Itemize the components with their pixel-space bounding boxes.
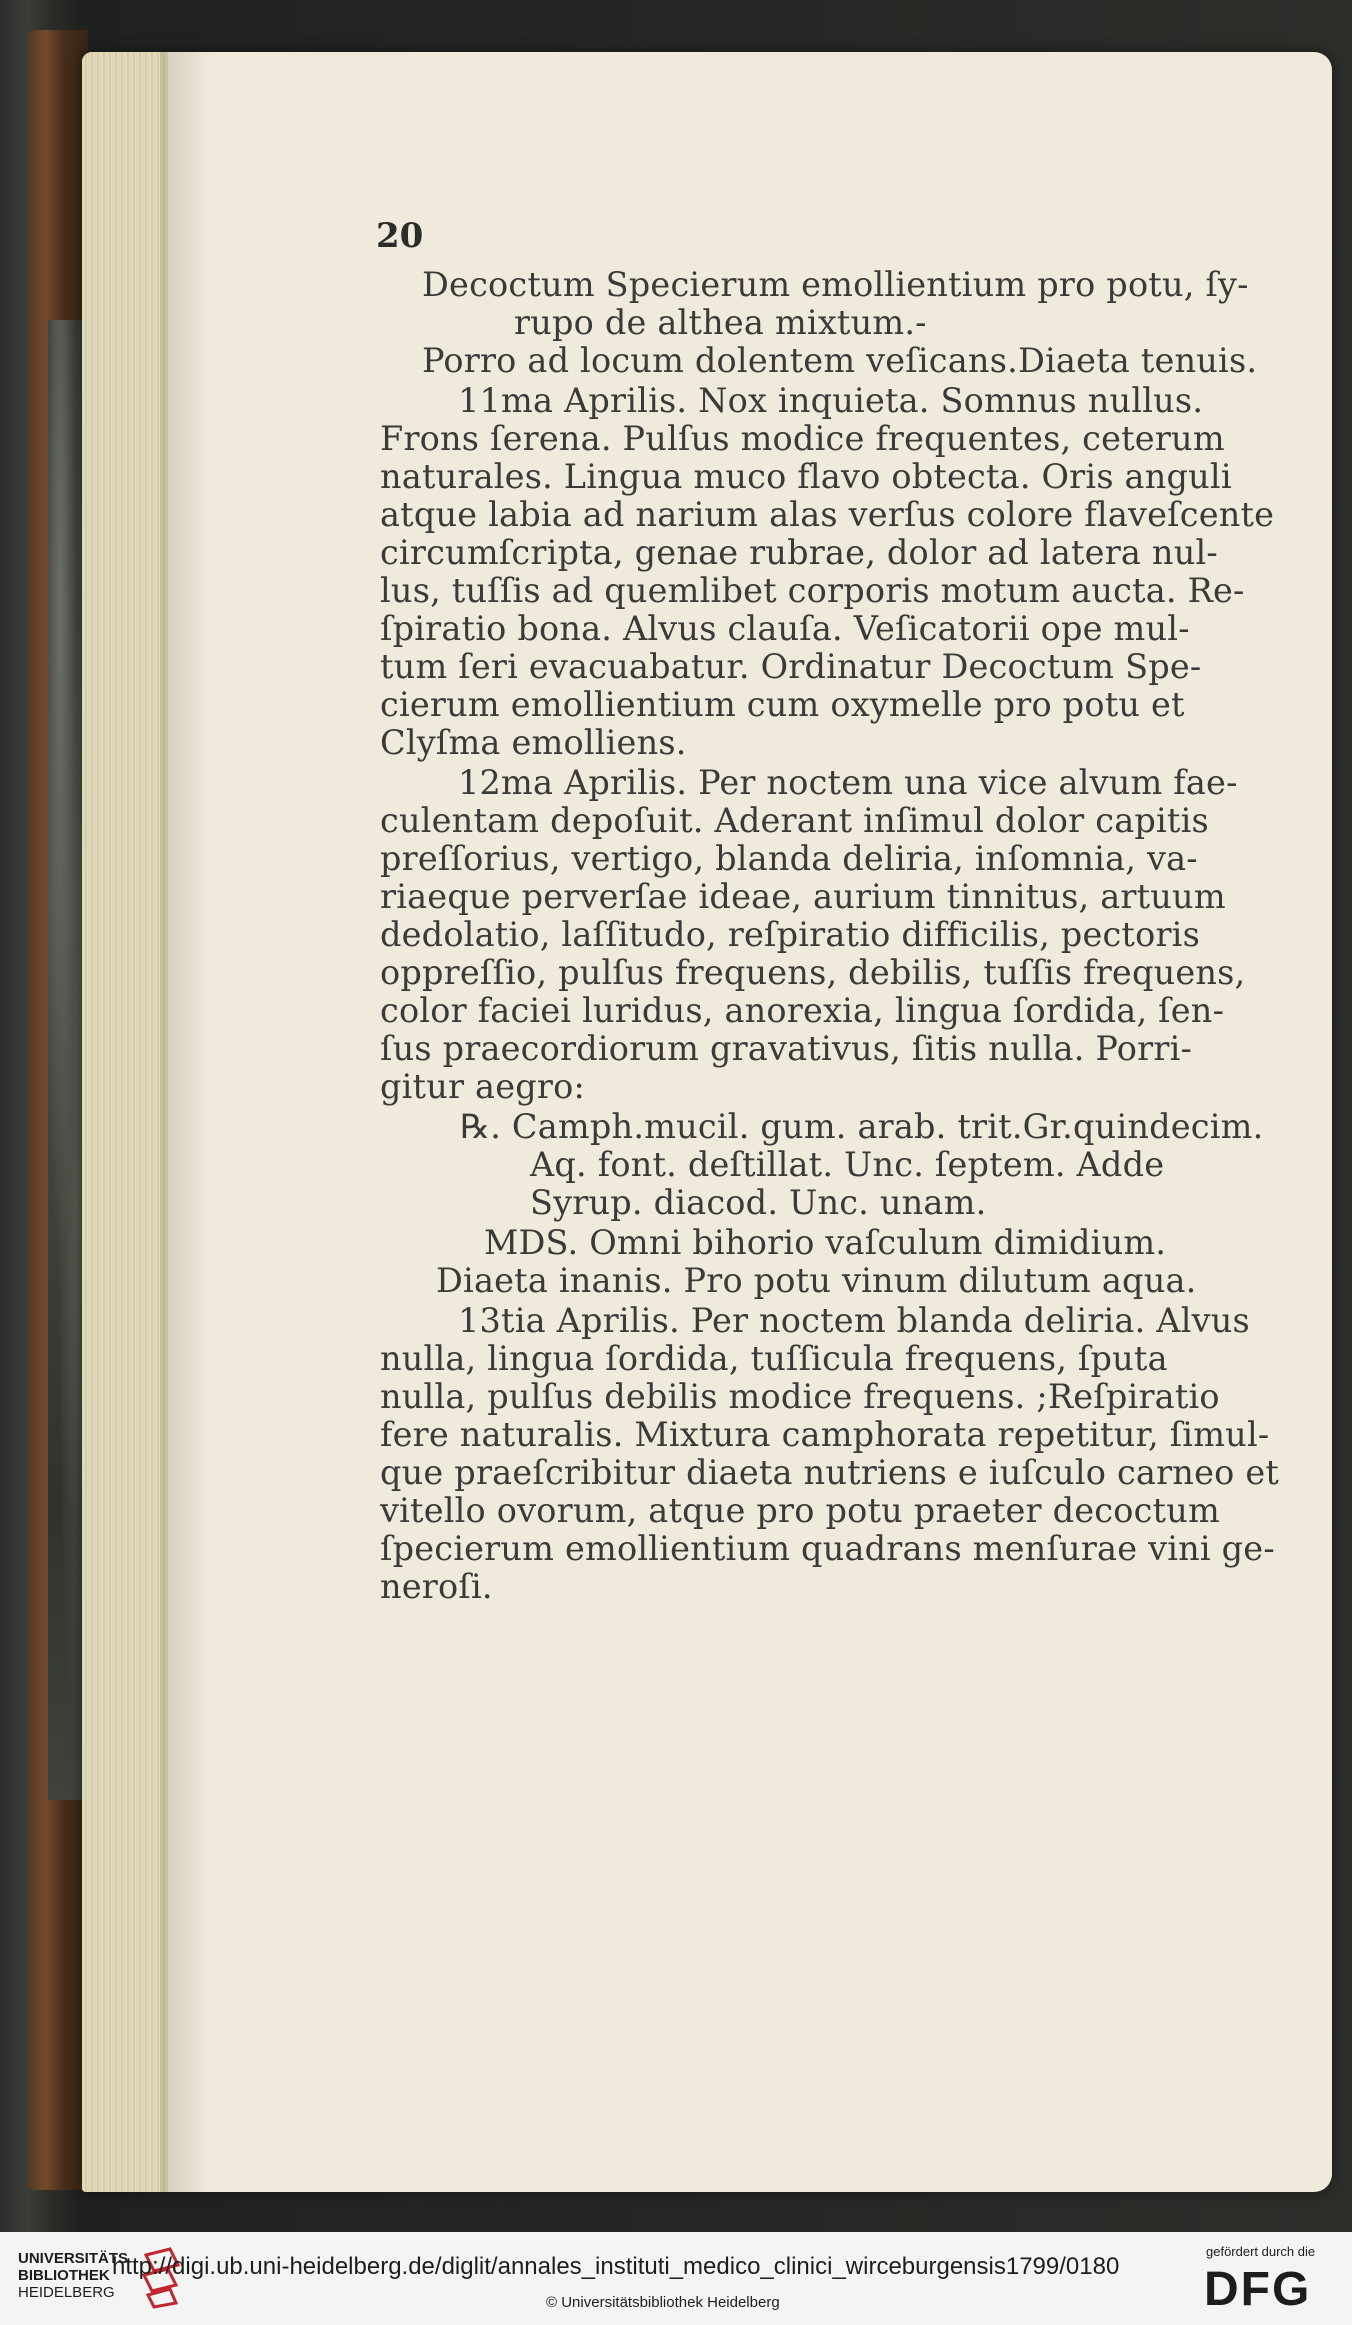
text-line: culentam depoſuit. Aderant inſimul dolor capitis <box>380 801 1209 840</box>
library-line3: HEIDELBERG <box>18 2284 115 2301</box>
text-line: atque labia ad narium alas verſus colore flaveſcente <box>380 495 1275 534</box>
text-line: Frons ſerena. Pulſus modice frequentes, ceterum <box>380 419 1225 458</box>
text-line: nulla, lingua ſordida, tuſſicula frequens, ſputa <box>380 1339 1168 1378</box>
text-line: 11ma Aprilis. Nox inquieta. Somnus nullus. <box>458 381 1204 420</box>
text-line: preſſorius, vertigo, blanda deliria, inſomnia, va- <box>380 839 1198 878</box>
text-line: color faciei luridus, anorexia, lingua ſordida, ſen- <box>380 991 1225 1030</box>
text-line: vitello ovorum, atque pro potu praeter decoctum <box>380 1491 1220 1530</box>
dfg-logo: DFG <box>1204 2263 1312 2316</box>
text-line: lus, tuſſis ad quemlibet corporis motum aucta. Re- <box>380 571 1245 610</box>
page-number: 20 <box>376 216 424 256</box>
page-edges <box>82 52 168 2192</box>
text-line: circumſcripta, genae rubrae, dolor ad latera nul- <box>380 533 1218 572</box>
text-line: naturales. Lingua muco flavo obtecta. Oris anguli <box>380 457 1232 496</box>
copyright-text: © Universitätsbibliothek Heidelberg <box>546 2294 780 2311</box>
text-line: ſus praecordiorum gravativus, ſitis nulla. Porri- <box>380 1029 1193 1068</box>
funding-note: gefördert durch die <box>1206 2244 1316 2259</box>
text-line: ſpiratio bona. Alvus clauſa. Veſicatorii ope mul- <box>380 609 1190 648</box>
text-line: ſpecierum emollientium quadrans menſurae vini ge- <box>380 1529 1275 1568</box>
text-line: neroſi. <box>380 1567 493 1606</box>
library-line2: BIBLIOTHEK <box>18 2267 110 2284</box>
text-line: riaeque perverſae ideae, aurium tinnitus, artuum <box>380 877 1226 916</box>
text-line: tum ſeri evacuabatur. Ordinatur Decoctum Spe- <box>380 647 1202 686</box>
text-line: 13tia Aprilis. Per noctem blanda deliria. Alvus <box>458 1301 1250 1340</box>
text-line: Aq. font. deſtillat. Unc. ſeptem. Adde <box>530 1145 1165 1184</box>
text-line: que praeſcribitur diaeta nutriens e iuſculo carneo et <box>380 1453 1280 1492</box>
library-line1: UNIVERSITÄTS <box>18 2250 129 2267</box>
text-line: oppreſſio, pulſus frequens, debilis, tuſſis frequens, <box>380 953 1246 992</box>
text-line: Porro ad locum dolentem veſicans.Diaeta tenuis. <box>422 341 1258 380</box>
gutter-shadow <box>160 52 210 2192</box>
text-line: 12ma Aprilis. Per noctem una vice alvum fae- <box>458 763 1238 802</box>
text-line: Diaeta inanis. Pro potu vinum dilutum aqua. <box>436 1261 1197 1300</box>
text-line: nulla, pulſus debilis modice frequens. ;Reſpiratio <box>380 1377 1220 1416</box>
text-line: Clyſma emolliens. <box>380 723 687 762</box>
text-line: dedolatio, laſſitudo, reſpiratio difficilis, pectoris <box>380 915 1200 954</box>
text-line: ℞. Camph.mucil. gum. arab. trit.Gr.quindecim. <box>460 1107 1264 1146</box>
text-line: Syrup. diacod. Unc. unam. <box>530 1183 987 1222</box>
text-line: rupo de althea mixtum.- <box>514 303 927 342</box>
permalink-url[interactable]: http://digi.ub.uni-heidelberg.de/diglit/annales_instituti_medico_clinici_wirceburgensis1799/0180 <box>112 2253 1120 2280</box>
text-line: gitur aegro: <box>380 1067 585 1106</box>
text-line: fere naturalis. Mixtura camphorata repetitur, ſimul- <box>380 1415 1270 1454</box>
page-text <box>380 210 1300 1970</box>
text-line: Decoctum Specierum emollientium pro potu, ſy- <box>422 265 1249 304</box>
text-line: cierum emollientium cum oxymelle pro potu et <box>380 685 1185 724</box>
text-line: MDS. Omni bihorio vaſculum dimidium. <box>484 1223 1167 1262</box>
